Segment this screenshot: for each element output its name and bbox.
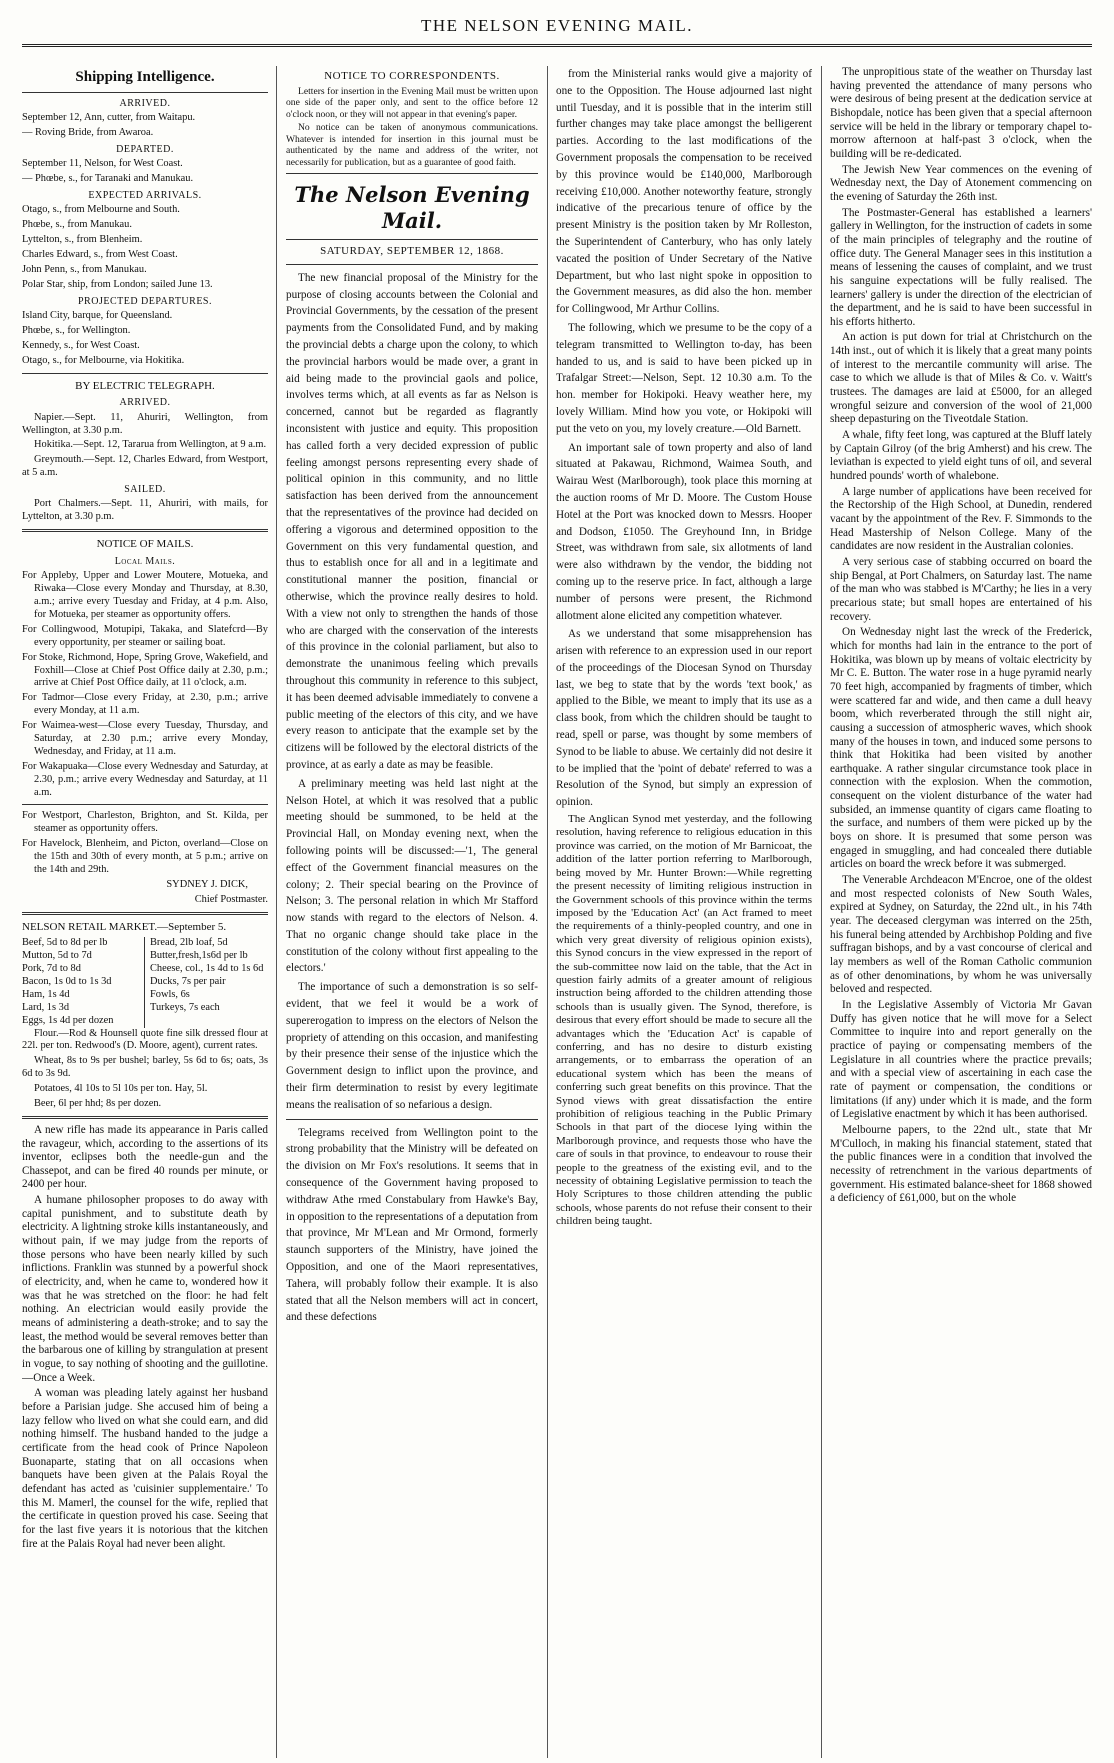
shipping-line: Phœbe, s., from Manukau. [22, 219, 132, 231]
mail-item: For Waimea-west—Close every Tuesday, Thursday, and Saturday, at 2.30 p.m.; arrive every Monday, Wednesday, and Friday, at 11 a.m. [22, 720, 268, 757]
shipping-line: Polar Star, ship, from London; sailed June 13. [22, 278, 213, 290]
shipping-line: September 12, Ann, cutter, from Waitapu. [22, 111, 196, 123]
divider [286, 173, 538, 174]
section-heading: DEPARTED. [116, 143, 174, 155]
market-price: Cheese, col., 1s 4d to 1s 6d [150, 963, 264, 975]
divider [22, 804, 268, 805]
market-note: Wheat, 8s to 9s per bushel; barley, 5s 6d to 6s; oats, 3s 6d to 3s 9d. [22, 1055, 268, 1080]
market-price: Turkeys, 7s each [150, 1001, 220, 1013]
column-3 [556, 66, 812, 1758]
shipping-line: Napier.—Sept. 11, Ahuriri, Wellington, from Wellington, at 3.30 p.m. [22, 411, 268, 436]
mail-item: For Tadmor—Close every Friday, at 2.30, p.m.; arrive every Monday, at 11 a.m. [22, 692, 268, 717]
market-price: Fowls, 6s [150, 988, 190, 1000]
divider [286, 264, 538, 265]
column-rule [547, 66, 548, 1758]
shipping-line: John Penn, s., from Manukau. [22, 263, 147, 275]
shipping-title: Shipping Intelligence. [75, 69, 215, 85]
divider [22, 1116, 268, 1119]
mail-item: For Havelock, Blenheim, and Picton, overland—Close on the 15th and 30th of every month, at 5 p.m.; arrive on the 14th and 29th. [22, 838, 268, 875]
shipping-line: Port Chalmers.—Sept. 11, Ahuriri, with mails, for Lyttelton, at 3.30 p.m. [22, 498, 268, 523]
mails-title: NOTICE OF MAILS. [96, 538, 194, 551]
shipping-line: Phœbe, s., for Wellington. [22, 324, 131, 336]
market-price: Butter,fresh,1s6d per lb [150, 950, 248, 962]
article-paragraph: A preliminary meeting was held last night at the Nelson Hotel, at which it was resolved that a public meeting should be summoned, to be held at the Provincial Hall, on Monday evening next, when the following points will be discussed:—'1, The general effect of the Government financial measures on the colony; 2. Their special bearing on the Province of Nelson; 3. The personal relation in which Mr Stafford now stands with regard to the electors of Nelson. 4. That no organic change should take place in the constitution of the colony without first appealing to the electors.' [286, 777, 538, 975]
mail-item: For Westport, Charleston, Brighton, and St. Kilda, per steamer as opportunity offers. [22, 810, 268, 835]
article-paragraph: The following, which we presume to be the copy of a telegram transmitted to Wellington to-day, has been handed to us, and is said to have been picked up in Trafalgar Street:—Nelson, Sept. 12 10.30 a.m. To the hon. member for Hokipoki. Heavy weather here, my lovely William. Mind how you vote, or Hokipoki will put the veto on you, my lovely creature.—Old Barnett. [556, 321, 812, 435]
market-price: Pork, 7d to 8d [22, 963, 81, 975]
shipping-line: September 11, Nelson, for West Coast. [22, 158, 183, 170]
dateline: SATURDAY, SEPTEMBER 12, 1868. [320, 245, 504, 258]
postmaster-title: Chief Postmaster. [194, 893, 268, 905]
notice-title: NOTICE TO CORRESPONDENTS. [324, 70, 500, 82]
article-paragraph: from the Ministerial ranks would give a majority of one to the Opposition. The House adjourned last night until Tuesday, and it is possible that in the interim still further changes may take place amongst the belligerent parties. According to the last modifications of the Government proposals the compensation to be received by this province would be £140,000, Marlborough receiving £10,000. Another noteworthy feature, strongly indicative of the precarious tenure of office by the present Ministry is the position taken by Mr Rolleston, the Superintendent of Canterbury, who has only lately vacated the position of Under Secretary of the Native Department, but who last night spoke in opposition to the Government measures, as did also the hon. member for Collingwood, Mr Arthur Collins. [556, 68, 812, 316]
column-4 [830, 66, 1092, 1758]
article-paragraph: Telegrams received from Wellington point to the strong probability that the Ministry will be defeated on the division on Mr Fox's resolutions. It seems that in consequence of the Government having proposed to withdraw Athe rmed Constabulary from Hawke's Bay, in opposition to the representations of a deputation from that province, Mr M'Lean and Mr Ormond, formerly staunch supporters of the Ministry, have joined the Opposition, and one of the Maori representatives, Tahera, will probably follow their example. It is also stated that all the Nelson members will act in concert, and these defections [286, 1126, 538, 1324]
shipping-line: Otago, s., from Melbourne and South. [22, 204, 180, 216]
market-table [22, 937, 268, 1027]
column-rule [276, 66, 277, 1758]
column-rule [821, 66, 822, 1758]
mail-item: For Wakapuaka—Close every Wednesday and Saturday, at 2.30, p.m.; arrive every Wednesday and Saturday, at 11 a.m. [22, 760, 268, 798]
article-paragraph: The Postmaster-General has established a learners' gallery in Wellington, for the instruction of cadets in some of the main principles of telegraphy and the routine of office duty. The General Manager sees in this institution a means of lessening the causes of complaint, and we trust his sanguine expectations will be fully realised. The learners' gallery is under the direction of the electrician of the department, and he is said to have been successful in his efforts hitherto. [830, 206, 1092, 328]
market-note: Potatoes, 4l 10s to 5l 10s per ton. Hay, 5l. [34, 1083, 208, 1095]
article-paragraph: On Wednesday night last the wreck of the Frederick, which for months had lain in the entrance to the port of Hokitika, was blown up by means of voltaic electricity by Mr C. E. Button. The water rose in a huge pyramid nearly 70 feet high, accompanied by fragments of timber, which were scattered far and wide, and then came a dull heavy boom, which reverberated through the still night air, causing a succession of atmospheric waves, which shook many of the houses in town, and induced some persons to think that Hokitika had been visited by another earthquake. A rather singular circumstance took place in connection with the explosion. When the commotion, consequent on the violent disturbance of the water had subsided, an immense quantity of cigars came floating to the surface, and numbers of them were picked up by the boys on shore. It is presumed that some person was engaged in smuggling, and had concealed there dutiable articles on board the wreck before it was submerged. [830, 626, 1092, 871]
notice-paragraph: No notice can be taken of anonymous communications. Whatever is intended for insertion in this journal must be authenticated by the name and address of the writer, not necessarily for publication, but as a guarantee of good faith. [286, 122, 538, 168]
market-note: Beer, 6l per hhd; 8s per dozen. [34, 1097, 162, 1109]
section-heading: BY ELECTRIC TELEGRAPH. [75, 379, 215, 392]
mail-item: For Appleby, Upper and Lower Moutere, Motueka, and Riwaka—Close every Monday and Thursday, at 8.30, a.m.; arrive every Tuesday and Friday, at 4 p.m. Also, for Motueka, per steamer as opportunity offers. [22, 570, 268, 620]
mail-item: For Stoke, Richmond, Hope, Spring Grove, Wakefield, and Foxhill—Close at Chief Post Office daily at 2.30, p.m.; arrive at Chief Post Office daily, at 11 o'clock, a.m. [22, 651, 268, 689]
section-heading: PROJECTED DEPARTURES. [78, 295, 212, 307]
mails-subtitle: Local Mails. [114, 555, 176, 567]
market-price: Bread, 2lb loaf, 5d [150, 937, 228, 949]
column-1 [22, 66, 268, 1758]
article-paragraph: A whale, fifty feet long, was captured at the Bluff lately by Captain Gilroy (of the brig Amherst) and his crew. The leviathan is expected to yield eight tuns of oil, and several hundred pounds' worth of whalebone. [830, 429, 1092, 483]
market-price: Eggs, 1s 4d per dozen [22, 1014, 114, 1026]
market-price: Ham, 1s 4d [22, 988, 70, 1000]
notice-paragraph: Letters for insertion in the Evening Mail must be written upon one side of the paper only, and sent to the office before 12 o'clock noon, or they will not appear in that evening's paper. [286, 85, 538, 120]
article-paragraph: A woman was pleading lately against her husband before a Parisian judge. She accused him of being a lazy fellow who lived on what she could earn, and did nothing himself. The husband handed to the judge a certificate from the head cook of Prince Napoleon Buonaparte, stating that on all occasions when banquets have been given at the Palais Royal the defendant has acted as 'cuisinier supplementaire.' To this M. Mamerl, the counsel for the wife, replied that the certificate in question proved his case. Seeing that for the last five years it is notorious that the kitchen fire at the Palais Royal had never been alight. [22, 1387, 268, 1550]
article-paragraph: Melbourne papers, to the 22nd ult., state that Mr M'Culloch, in making his financial statement, stated that the public finances were in a condition that involved the necessity of retrenchment in the various departments of government. His estimated balance-sheet for 1868 showed a deficiency of £61,000, but on the whole [830, 1123, 1092, 1205]
shipping-line: Island City, barque, for Queensland. [22, 310, 173, 322]
divider [22, 373, 268, 374]
article-paragraph: An action is put down for trial at Christchurch on the 14th inst., out of which it is likely that a great many points of interest to the mercantile community will arise. The case to which we allude is that of Miles & Co. v. Waitt's trustees. The damages are laid at £5000, for an alleged wrongful seizure and conversion of the wool of 21,000 sheep depasturing on the Tiveotdale Station. [830, 331, 1092, 426]
column-2 [286, 66, 538, 1758]
divider [286, 239, 538, 240]
article-paragraph: An important sale of town property and also of land situated at Pakawau, Richmond, Waimea South, and Wairau West (Marlborough), took place this morning at the auction rooms of Mr D. Moore. The Custom House Hotel at the Port was knocked down to Messrs. Hooper and Dodson, £1050. The Greyhound Inn, in Bridge Street, was withdrawn from sale, six allotments of land were also withdrawn by the vendor, the bidding not coming up to the reserve price. In fact, although a large number of persons were present, the Richmond allotment alone elicited any competition whatever. [556, 441, 812, 622]
section-heading: SAILED. [124, 484, 166, 496]
section-heading: EXPECTED ARRIVALS. [88, 189, 202, 201]
shipping-line: Lyttelton, s., from Blenheim. [22, 234, 143, 246]
market-price: Mutton, 5d to 7d [22, 950, 92, 962]
article-paragraph: In the Legislative Assembly of Victoria Mr Gavan Duffy has given notice that he will move for a Select Committee to inquire into and report generally on the practice of paying or compensating members of the Legislature in all countries where the practice prevails; and with a special view of ascertaining in each case the rate of payment or compensation, the conditions or limitations (if any) under which it is made, and the form of Legislative enactment by which it has been authorised. [830, 998, 1092, 1121]
article-paragraph: A very serious case of stabbing occurred on board the ship Bengal, at Port Chalmers, on Saturday last. The name of the man who was stabbed is M'Carthy; he lies in a very precarious state; but small hopes are entertained of his recovery. [830, 555, 1092, 623]
section-heading: ARRIVED. [119, 397, 171, 409]
market-title: NELSON RETAIL MARKET.—September 5. [22, 920, 227, 933]
article-paragraph: The Venerable Archdeacon M'Encroe, one of the oldest and most respected colonists of New South Wales, expired at Sydney, on Saturday, the 22nd ult., in his 74th year. The deceased clergyman was interred on the 25th, his funeral being attended by Archbishop Polding and five suffragan bishops, and by a vast concourse of clerical and lay members as well of the Roman Catholic communion as of other denominations, by whom he was universally beloved and respected. [830, 874, 1092, 996]
postmaster-signature: SYDNEY J. DICK, [166, 878, 248, 890]
market-price: Lard, 1s 3d [22, 1001, 70, 1013]
divider [22, 529, 268, 532]
market-note: Flour.—Rod & Hounsell quote fine silk dressed flour at 22l. per ton. Redwood's (D. Moore, agent), current rates. [22, 1027, 268, 1052]
shipping-line: Otago, s., for Melbourne, via Hokitika. [22, 354, 185, 366]
article-paragraph: The importance of such a demonstration is so self-evident, that we feel it would be a work of supererogation to impress on the electors of Nelson the propriety of attending on this occasion, and manifesting by their presence their sense of the injustice which the Government design to inflict upon the province, and their firm determination to resist by every legitimate means the realisation of so nefarious a design. [286, 981, 538, 1111]
masthead-rule [22, 44, 1092, 47]
divider [22, 92, 268, 93]
mail-item: For Collingwood, Motupipi, Takaka, and Slatefcrd—By every opportunity, per steamer or sailing boat. [22, 623, 268, 648]
divider [22, 912, 268, 915]
shipping-line: Kennedy, s., for West Coast. [22, 339, 140, 351]
article-paragraph: The Jewish New Year commences on the evening of Wednesday next, the Day of Atonement commencing on the evening of Saturday the 26th inst. [830, 163, 1092, 203]
market-price: Beef, 5d to 8d per lb [22, 937, 108, 949]
market-price: Ducks, 7s per pair [150, 975, 226, 987]
article-paragraph: A new rifle has made its appearance in Paris called the ravageur, which, according to the assertions of its inventor, eclipses both the needle-gun and the Chassepot, and can be fired 40 rounds per minute, or 2400 per hour. [22, 1123, 268, 1191]
divider [286, 1119, 538, 1120]
paper-title: The Nelson Evening Mail. [294, 182, 530, 234]
masthead: THE NELSON EVENING MAIL. [420, 16, 694, 35]
article-paragraph: The unpropitious state of the weather on Thursday last having prevented the attendance of many persons who were desirous of being present at the dedication service at Bishopdale, notice has been given that a special afternoon service will be held in the library or temporary chapel to-morrow afternoon at half-past 3 o'clock, when the building will be re-dedicated. [830, 66, 1092, 160]
shipping-line: Hokitika.—Sept. 12, Tararua from Wellington, at 9 a.m. [34, 439, 267, 451]
shipping-line: Charles Edward, s., from West Coast. [22, 249, 178, 260]
shipping-line: Greymouth.—Sept. 12, Charles Edward, from Westport, at 5 a.m. [22, 454, 268, 479]
article-paragraph: A humane philosopher proposes to do away with capital punishment, and to substitute death by electricity. A lightning stroke kills instantaneously, and without pain, if we may judge from the reports of those persons who have been nearly killed by such inflictions. Franklin was stunned by a powerful shock of electricity, and, when he came to, wondered how it was that he was stretched on the floor: he had felt nothing. An electrician would easily provide the means of administering a death-stroke; and to say the least, the method would be several removes better than the barbarous one of killing by strangulation at present in vogue, to say nothing of shooting and the guillotine.—Once a Week. [22, 1194, 268, 1384]
market-price: Bacon, 1s 0d to 1s 3d [22, 975, 112, 987]
shipping-line: — Phœbe, s., for Taranaki and Manukau. [22, 173, 194, 185]
article-paragraph: The Anglican Synod met yesterday, and the following resolution, having reference to religious education in this province was carried, on the motion of Mr Barnicoat, the addition of the latter portion referring to Marlborough, being moved by Mr. Hunter Brown:—While regretting the present necessity of limiting religious instruction in the Government schools of this province within the terms imposed by the 'Education Act' (an Act framed to meet the requirements of a thinly-peopled country, and one in which very great diversity of religious opinion exists), this Synod concurs in the view expressed in the report of the sub-committee now laid on the table, that the Act in question fairly admits of a greater amount of religious instruction being afforded to the children attending those schools than is usually given. The Synod, therefore, is desirous that every effort should be made to secure all the advantages which the 'Education Act' is capable of conferring, and has no desire to disturb existing arrangements, or to embarrass the operation of an educational system which has been the means of conferring such great benefits on this province. That the Synod views with great dissatisfaction the entire prohibition of religious teaching in the Public Primary Schools in that part of the diocese lying within the Marlborough province, and requests those who have the care of souls in that province, to endeavour to rouse their people to the greatness of the existing evil, and to the necessity of obtaining Legislative permission to teach the Holy Scriptures to those children attending the public schools, whose parents do not refuse their consent to their children being taught. [556, 813, 812, 1228]
section-heading: ARRIVED. [119, 97, 171, 109]
article-paragraph: As we understand that some misapprehension has arisen with reference to an expression used in our report of the proceedings of the Diocesan Synod on Thursday last, we beg to state that by the words 'text book,' as applied to the Bible, we meant to imply that its use as a class book, from which the children should be taught to read, spell or parse, was thought by some members of Synod to be liable to abuse. We certainly did not desire it to be implied that the 'point of debate' referred to was a Resolution of the Synod, but simply an expression of opinion. [556, 628, 812, 809]
article-paragraph: A large number of applications have been received for the Rectorship of the High School, at Dunedin, rendered vacant by the appointment of the Rev. F. Simmonds to the Head Mastership of Nelson College. Many of the candidates are now resident in the Australian colonies. [830, 485, 1092, 553]
shipping-line: — Roving Bride, from Awaroa. [22, 126, 154, 138]
article-paragraph: The new financial proposal of the Ministry for the purpose of closing accounts between the Colonial and Provincial Governments, by the cessation of the present payments from the Consolidated Fund, and by making the provincial debts a charge upon the colony, to which the provincial harbors would be made over, a grant in aid being made to the provincial gaols and police, involves terms which, at all events as far as Nelson is concerned, cannot but be regarded as flagrantly inconsistent with justice and equity. This proposition has called forth a very decided expression of public feeling amongst persons representing every shade of political opinion in this community, and no little satisfaction has been derived from the announcement that the representatives of the province had decided on offering a vigorous and determined opposition to the Government on this very fundamental question, and thus to establish once for all and in a legitimate and constitutional manner the position, financial or otherwise, which the province really desires to hold. With a view not only to strengthen the hands of those who are charged with the conservation of the interests of this province in the colonial parliament, but also to demonstrate the unanimous feeling which prevails throughout this community in reference to this subject, it has been deemed advisable immediately to convene a public meeting of the electors of this city, and we have every reason to anticipate that the example set by the citizens will be followed by the electoral districts of the province, at as early a date as may be feasible. [286, 271, 538, 771]
